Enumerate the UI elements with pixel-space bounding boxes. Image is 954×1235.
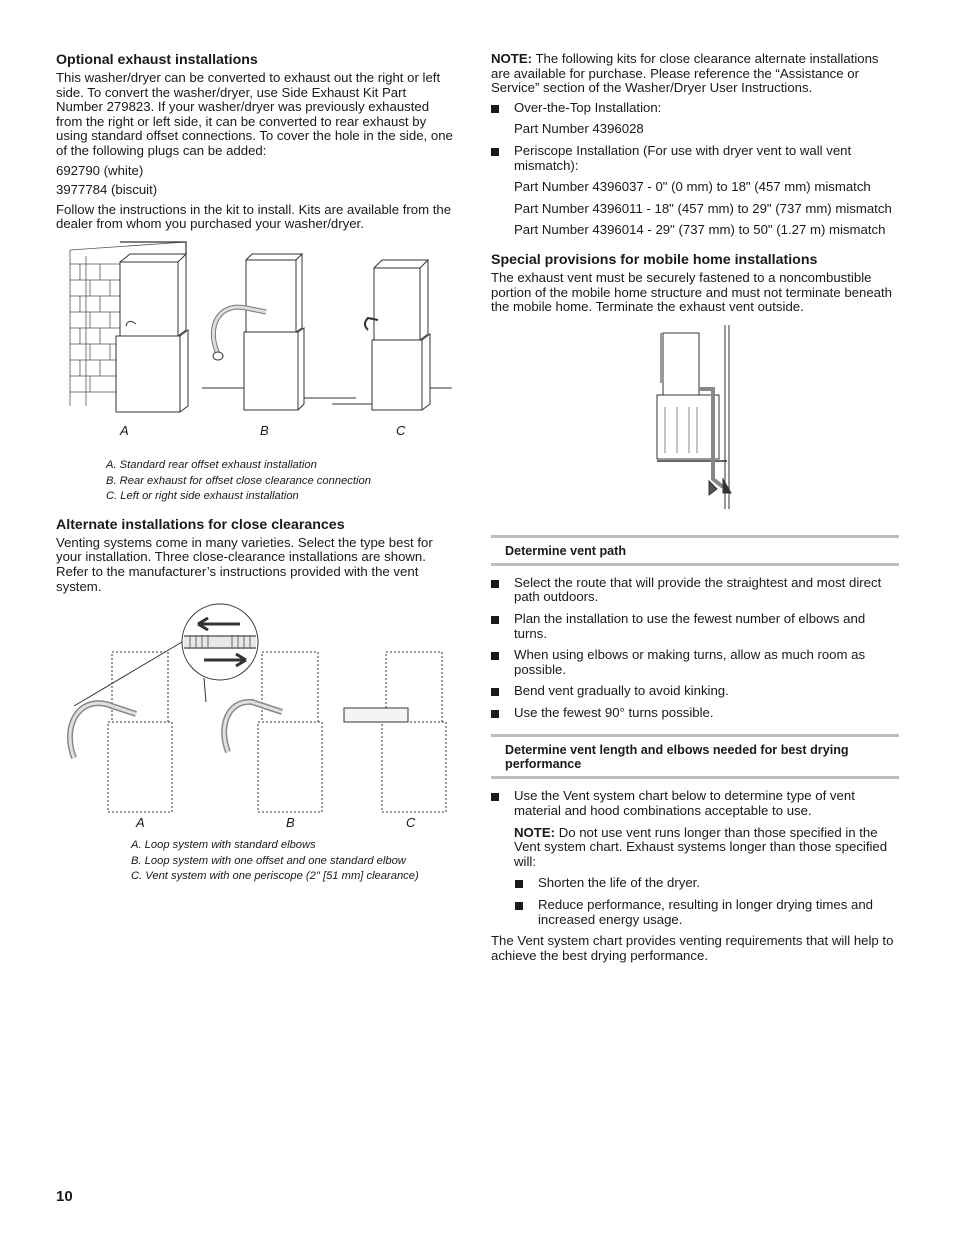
mobile-heading: Special provisions for mobile home installations	[491, 251, 818, 268]
fig1-caption-c: C. Left or right side exhaust installation	[106, 490, 299, 503]
plug-white: 692790 (white)	[56, 162, 144, 178]
fig1-label-c: C	[396, 422, 406, 438]
plug-biscuit: 3977784 (biscuit)	[56, 182, 158, 198]
kits-note-text: The following kits for close clearance alternate installations are available for purchase. Please reference the “Assistance or Service” section of the Washer/Dryer User Instructions.	[491, 51, 879, 96]
fig2-label-c: C	[406, 815, 416, 831]
kit-periscope-part-2: Part Number 4396011 - 18" (457 mm) to 29" (737 mm) mismatch	[514, 200, 892, 216]
mobile-home-diagram	[491, 323, 899, 523]
kit-periscope-part-1: Part Number 4396037 - 0" (0 mm) to 18" (457 mm) mismatch	[514, 179, 871, 195]
kit-over-the-top-part: Part Number 4396028	[514, 121, 644, 137]
kit-periscope: Periscope Installation (For use with dryer vent to wall vent mismatch):	[491, 144, 899, 173]
fig1-caption-b: B. Rear exhaust for offset close clearance connection	[106, 474, 371, 487]
alternate-heading: Alternate installations for close clearances	[56, 516, 345, 533]
kits-note-label: NOTE:	[491, 51, 533, 66]
vent-length-sub-2: Reduce performance, resulting in longer drying times and increased energy usage.	[491, 898, 899, 927]
fig1-label-b: B	[260, 422, 269, 438]
vent-length-header: Determine vent length and elbows needed for best drying performance	[491, 734, 899, 779]
vent-path-item-5: Use the fewest 90° turns possible.	[491, 706, 899, 721]
fig1-captions	[56, 458, 456, 505]
vent-path-item-3: When using elbows or making turns, allow as much room as possible.	[491, 648, 899, 677]
left-column	[56, 52, 456, 885]
kits-note	[491, 52, 899, 96]
vent-path-item-2: Plan the installation to use the fewest number of elbows and turns.	[491, 612, 899, 641]
fig2-caption-a: A. Loop system with standard elbows	[131, 839, 316, 852]
vent-length-note-label: NOTE:	[514, 824, 556, 840]
loop-a	[108, 652, 172, 812]
unit-c	[332, 260, 452, 410]
zoom-detail	[182, 604, 258, 680]
vent-length-item-1: Use the Vent system chart below to determine type of vent material and hood combinations acceptable to use.	[491, 789, 899, 818]
fig2-label-a: A	[136, 815, 145, 831]
optional-para1: This washer/dryer can be converted to exhaust out the right or left side. To convert the washer/dryer, use Side Exhaust Kit Part Number 279823. If your washer/dryer was previously exhausted from the right or left side, it can be converted to rear exhaust by using standard offset connections. To cover the hole in the side, one of the following plugs can be added:	[56, 70, 453, 158]
periscope-c	[382, 652, 446, 812]
vent-path-item-4: Bend vent gradually to avoid kinking.	[491, 684, 899, 699]
optional-heading: Optional exhaust installations	[56, 52, 258, 68]
fig1-label-a: A	[120, 422, 129, 438]
kit-periscope-part-3: Part Number 4396014 - 29" (737 mm) to 50" (1.27 m) mismatch	[514, 222, 886, 238]
unit-a	[116, 242, 188, 412]
vent-length-closing: The Vent system chart provides venting requirements that will help to achieve the best drying performance.	[491, 933, 894, 963]
vent-length-note	[491, 826, 899, 870]
alternate-para: Venting systems come in many varieties. Select the type best for your installation. Three close-clearance installations are shown. Refer to the manufacturer’s instructions provided with the vent system.	[56, 534, 433, 594]
fig2-label-b: B	[286, 815, 295, 831]
vent-length-note-text: Do not use vent runs longer than those specified in the Vent system chart. Exhaust systems longer than those specified will:	[514, 824, 888, 869]
fig2-captions	[56, 838, 456, 885]
exhaust-diagram	[56, 238, 456, 438]
unit-b	[202, 254, 356, 410]
vent-path-header: Determine vent path	[491, 535, 899, 566]
figure-mobile-home	[491, 323, 899, 535]
kit-over-the-top: Over-the-Top Installation:	[491, 101, 899, 116]
vent-length-sub-1: Shorten the life of the dryer.	[491, 876, 899, 891]
right-column	[491, 52, 899, 968]
optional-para2: Follow the instructions in the kit to install. Kits are available from the dealer from whom you purchased your washer/dryer.	[56, 201, 452, 232]
figure-close-clearance	[56, 602, 456, 838]
fig2-caption-c: C. Vent system with one periscope (2" [51 mm] clearance)	[131, 870, 419, 883]
page-number: 10	[56, 1188, 73, 1205]
figure-exhaust-installations	[56, 238, 456, 458]
close-clearance-diagram	[56, 602, 456, 816]
vent-path-item-1: Select the route that will provide the straightest and most direct path outdoors.	[491, 576, 899, 605]
mobile-para: The exhaust vent must be securely fastened to a noncombustible portion of the mobile home structure and must not terminate beneath the mobile home. Terminate the exhaust vent outside.	[491, 269, 892, 315]
fig1-caption-a: A. Standard rear offset exhaust installation	[106, 458, 317, 471]
loop-b	[258, 652, 322, 812]
fig2-caption-b: B. Loop system with one offset and one standard elbow	[131, 854, 406, 867]
